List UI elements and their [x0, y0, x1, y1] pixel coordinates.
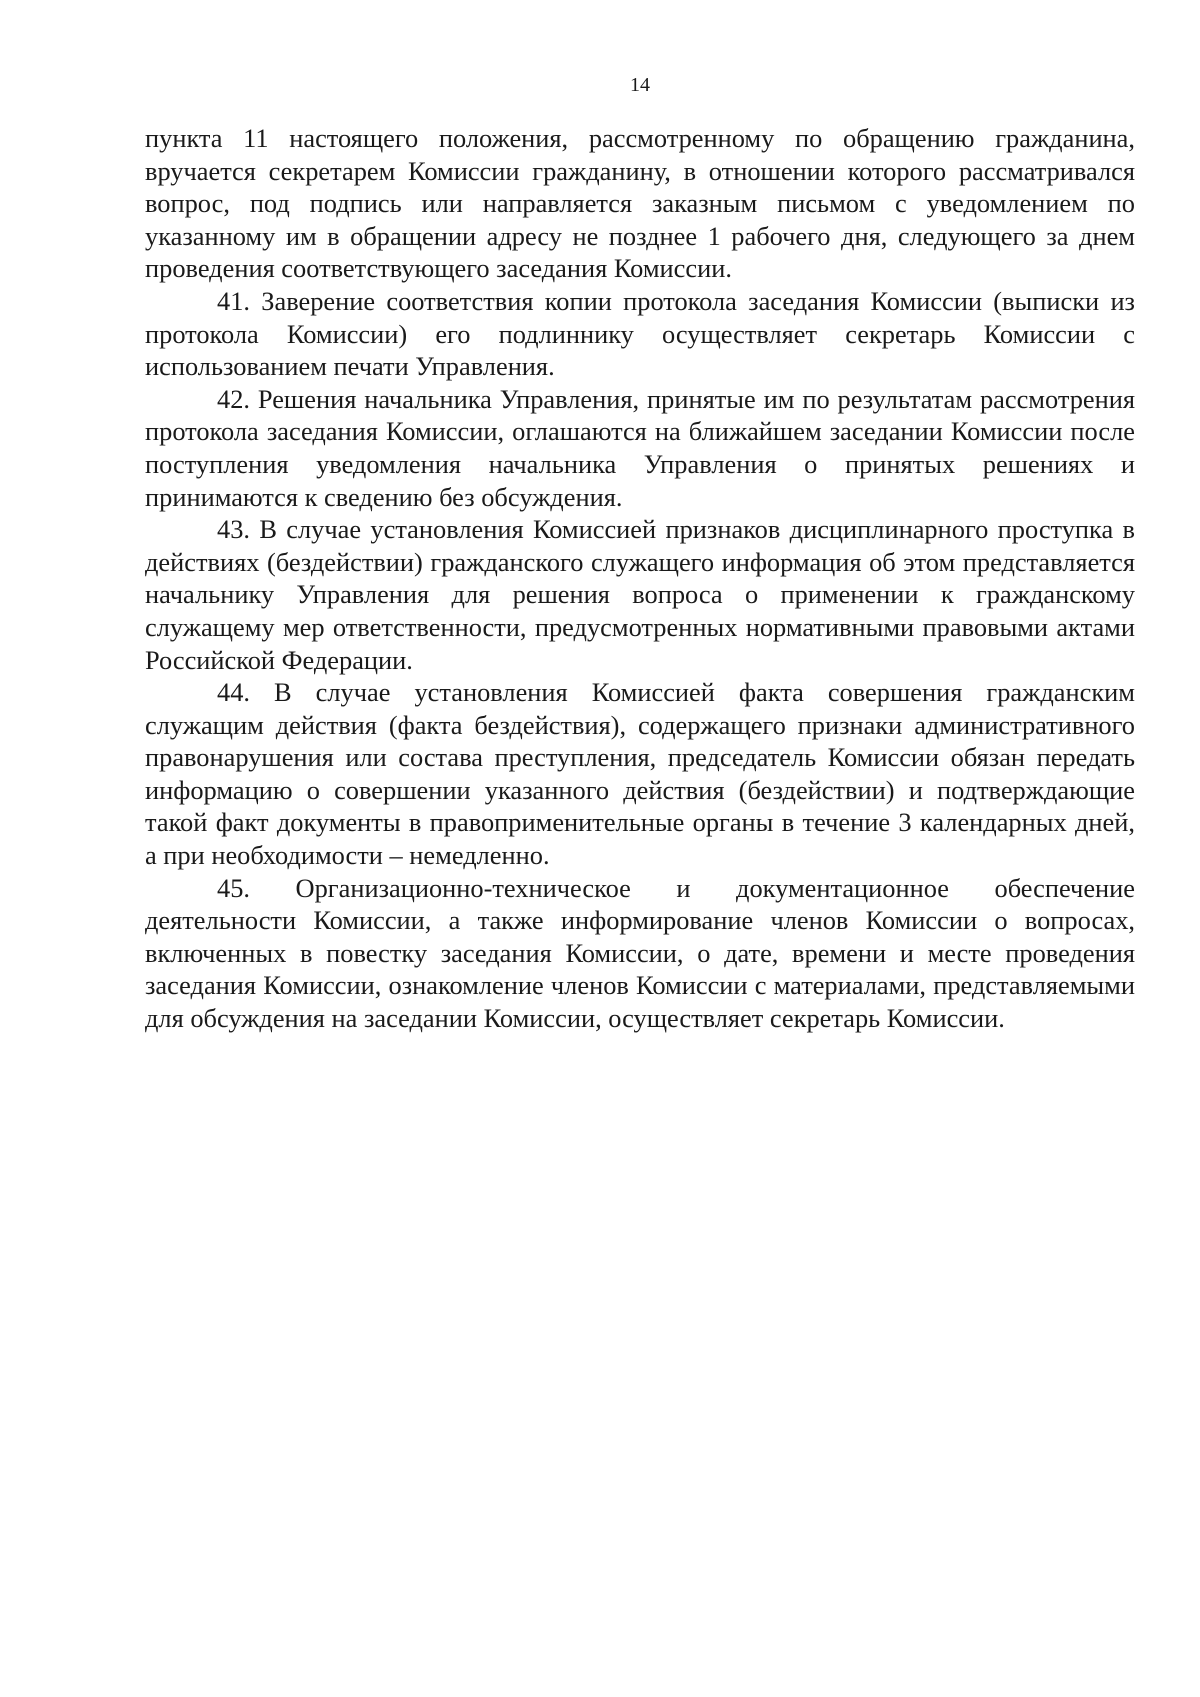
- paragraph-continuation: пункта 11 настоящего положения, рассмотренному по обращению гражданина, вручается секретарем Комиссии гражданину, в отношении которого рассматривался вопрос, под подпись или направляется заказным письмом с уведомлением по указанному им в обращении адресу не позднее 1 рабочего дня, следующего за днем проведения соответствующего заседания Комиссии.: [145, 123, 1135, 284]
- paragraph-42: 42. Решения начальника Управления, принятые им по результатам рассмотрения протокола заседания Комиссии, оглашаются на ближайшем заседании Комиссии после поступления уведомления начальника Управления о принятых решениях и принимаются к сведению без обсуждения.: [145, 383, 1135, 512]
- document-body: [145, 122, 1135, 1035]
- paragraph-43: 43. В случае установления Комиссией признаков дисциплинарного проступка в действиях (бездействии) гражданского служащего информация об этом представляется начальнику Управления для решения вопроса о применении к гражданскому служащему мер ответственности, предусмотренных нормативными правовыми актами Российской Федерации.: [145, 514, 1135, 675]
- paragraph-45: 45. Организационно-техническое и документационное обеспечение деятельности Комиссии, а также информирование членов Комиссии о вопросах, включенных в повестку заседания Комиссии, о дате, времени и месте проведения заседания Комиссии, ознакомление членов Комиссии с материалами, представляемыми для обсуждения на заседании Комиссии, осуществляет секретарь Комиссии.: [145, 872, 1135, 1034]
- paragraph-44: 44. В случае установления Комиссией факта совершения гражданским служащим действия (факта бездействия), содержащего признаки административного правонарушения или состава преступления, председатель Комиссии обязан передать информацию о совершении указанного действия (бездействии) и подтверждающие такой факт документы в правоприменительные органы в течение 3 календарных дней, а при необходимости – немедленно.: [145, 677, 1135, 871]
- page-number: 14: [630, 74, 650, 96]
- paragraph-41: 41. Заверение соответствия копии протокола заседания Комиссии (выписки из протокола Комиссии) его подлиннику осуществляет секретарь Комиссии с использованием печати Управления.: [145, 285, 1135, 382]
